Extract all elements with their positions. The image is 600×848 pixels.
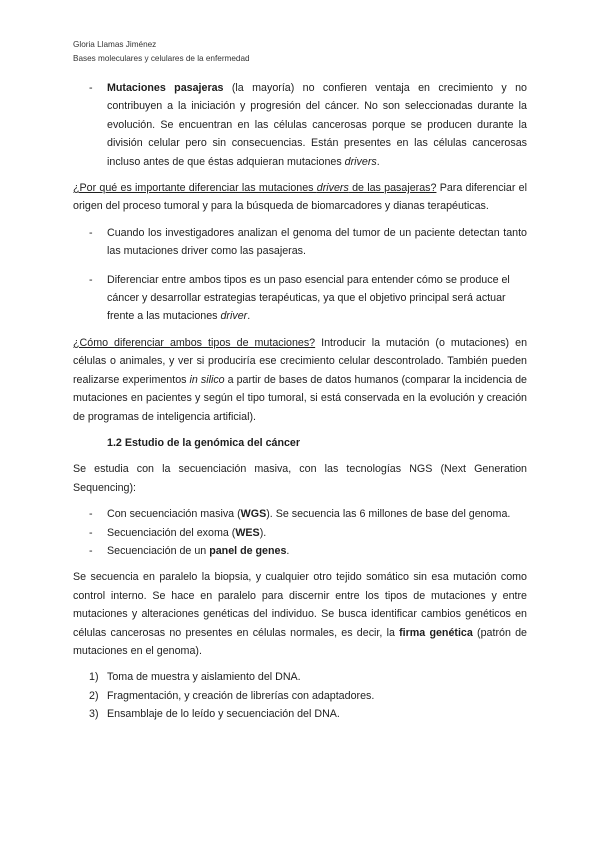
item-text: Secuenciación de un: [107, 544, 210, 557]
answer-text: Introducir la mutación (o mutaciones) en células o animales, y ver si produciría ese crecimiento celular descontrolado. También pueden realizarse experimentos: [73, 336, 528, 386]
bullet-marker: -: [89, 508, 93, 521]
step-item: [73, 705, 527, 723]
bullet-marker: -: [89, 273, 93, 286]
paragraph-text: (patrón de mutaciones en el genoma).: [73, 626, 528, 657]
step-number: 3): [89, 708, 99, 721]
page-content: [73, 79, 527, 724]
header-subject: Bases moleculares y celulares de la enfermedad: [73, 54, 250, 63]
punct: .: [376, 155, 380, 168]
section-intro: Se estudia con la secuenciación masiva, con las tecnologías NGS (Next Generation Sequencing):: [73, 463, 527, 494]
paragraph-biopsia: [73, 568, 527, 660]
question-text: ¿Cómo diferenciar ambos tipos de mutaciones?: [73, 336, 316, 349]
item-text: Con secuenciación masiva (: [107, 508, 241, 521]
step-text: Ensamblaje de lo leído y secuenciación del DNA.: [107, 708, 340, 721]
term-mutaciones-pasajeras: Mutaciones pasajeras: [107, 82, 224, 94]
item-text: ).: [259, 526, 267, 539]
bullet-marker: -: [89, 544, 93, 557]
step-item: [73, 687, 527, 705]
paragraph-question-como-diferenciar: [73, 334, 527, 426]
term-firma-genetica: firma genética: [399, 626, 473, 639]
step-text: Toma de muestra y aislamiento del DNA.: [107, 671, 301, 684]
item-text: ). Se secuencia las 6 millones de base del genoma.: [266, 508, 511, 521]
step-number: 2): [89, 689, 99, 702]
term-drivers: drivers: [344, 155, 377, 168]
page-header: [73, 38, 250, 66]
paragraph-text: Se secuencia en paralelo la biopsia, y cualquier otro tejido somático sin esa mutación como control interno. Se hace en paralelo para discernir entre los tipos de mutaciones y entre mutaciones y alteraciones genéticas del individuo. Se busca identificar cambios genéticos en células cancerosas no presentes en células normales, es decir, la: [73, 571, 527, 639]
bullet-marker: -: [89, 226, 93, 239]
bullet-text: Cuando los investigadores analizan el genoma del tumor de un paciente detectan tanto las mutaciones driver como las pasajeras.: [107, 226, 527, 258]
term-in-silico: in silico: [189, 373, 225, 386]
section-title: 1.2 Estudio de la genómica del cáncer: [107, 436, 301, 449]
term-wes: WES: [235, 526, 260, 539]
paragraph-question-drivers: [73, 179, 527, 216]
bullet-investigadores: [73, 224, 527, 261]
question-part: de las pasajeras?: [348, 182, 437, 195]
bullet-diferenciar: [73, 271, 527, 326]
term-driver: driver: [220, 310, 248, 323]
bullet-text: Diferenciar entre ambos tipos es un paso esencial para entender cómo se produce el cáncer y desarrollar estrategias terapéuticas, ya que el objetivo principal será actuar frente a las mutaciones: [107, 273, 510, 323]
header-author: Gloria Llamas Jiménez: [73, 40, 157, 49]
answer-text: a partir de bases de datos humanos (comparar la incidencia de mutaciones en pacientes y según el tipo tumoral, si está conservada en la evolución y creación de programas de inteligencia artificial).: [73, 373, 527, 423]
bullet-mutaciones-pasajeras: [73, 79, 527, 171]
item-text: Secuenciación del exoma (: [107, 526, 236, 539]
term-panel-de-genes: panel de genes: [209, 544, 287, 557]
bullet-marker: -: [89, 82, 93, 94]
list-item-panel: [73, 542, 527, 560]
question-part: ¿Por qué es importante diferenciar las mutaciones: [73, 182, 317, 195]
bullet-marker: -: [89, 526, 93, 539]
step-item: [73, 668, 527, 686]
question-italic: drivers: [316, 182, 349, 195]
answer-text: Para diferenciar el origen del proceso tumoral y para la búsqueda de biomarcadores y dianas terapéuticas.: [73, 182, 527, 213]
step-number: 1): [89, 671, 99, 684]
term-wgs: WGS: [240, 508, 267, 521]
item-text: .: [286, 544, 290, 557]
punct: .: [247, 310, 251, 323]
bullet-text: (la mayoría) no confieren ventaja en crecimiento y no contribuyen a la iniciación y progresión del cáncer. No son seleccionadas durante la evolución. Se encuentran en las células cancerosas porque se producen durante la división celular pero sin consecuencias. Están presentes en las células cancerosas incluso antes de que éstas adquieran mutaciones: [107, 82, 527, 168]
list-item-wes: [73, 524, 527, 542]
list-item-wgs: [73, 505, 527, 523]
step-text: Fragmentación, y creación de librerías con adaptadores.: [107, 689, 375, 702]
